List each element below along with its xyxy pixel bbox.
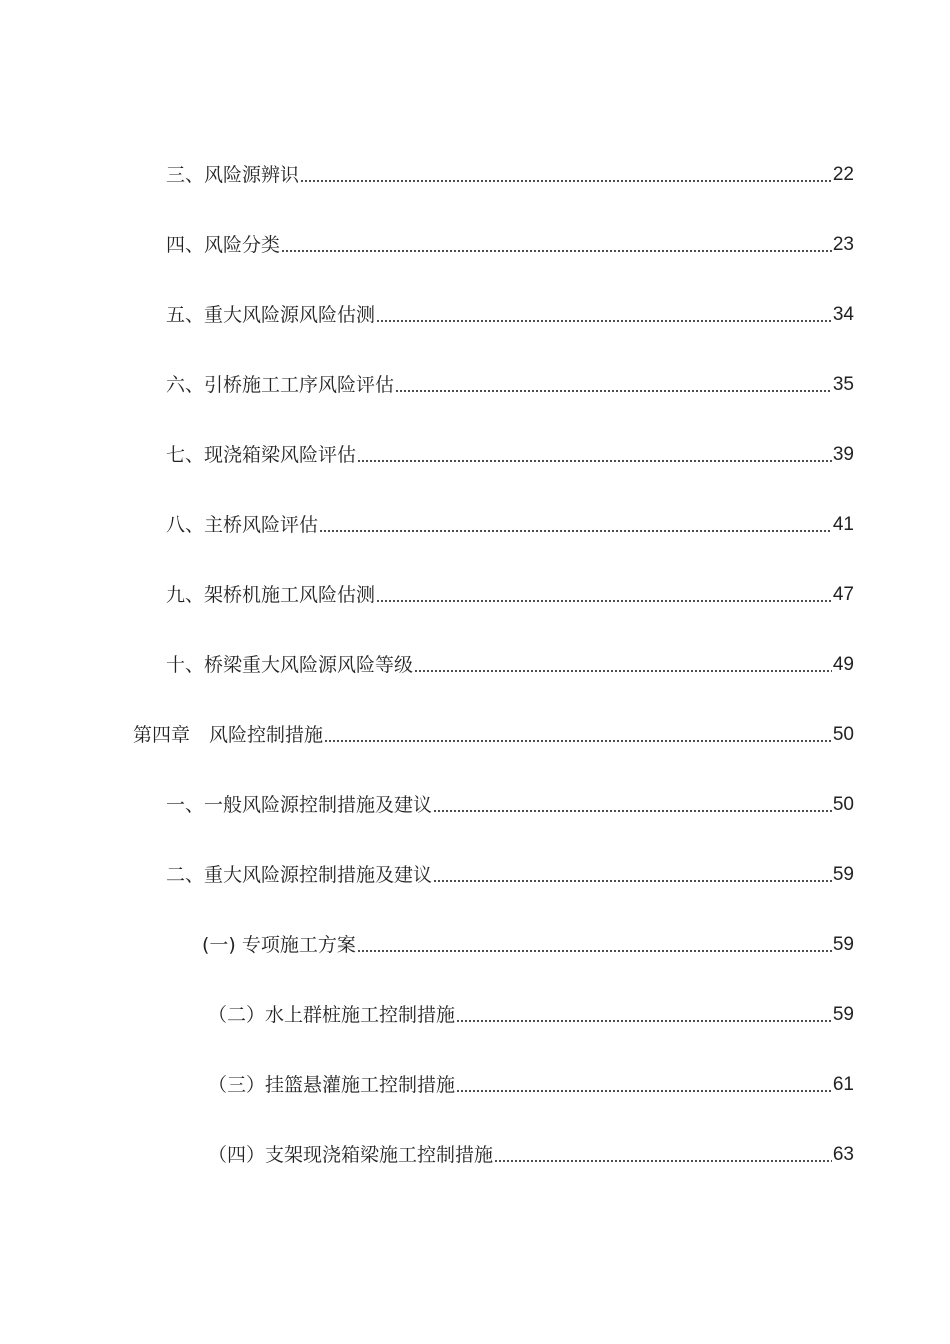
dot-leader — [376, 318, 832, 324]
toc-entry-main-bridge-risk[interactable] — [0, 490, 950, 560]
dot-leader — [357, 948, 832, 954]
dot-leader — [357, 458, 832, 464]
toc-entry-page-number: 63 — [832, 1144, 854, 1165]
toc-entry-cradle-cantilever-control[interactable] — [0, 1050, 950, 1120]
toc-entry-title: 第四章 风险控制措施 — [133, 724, 324, 746]
dot-leader — [281, 248, 832, 254]
toc-entry-title: 九、架桥机施工风险估测 — [166, 584, 376, 606]
toc-entry-title: 八、主桥风险评估 — [166, 514, 319, 536]
dot-leader — [414, 668, 832, 674]
toc-entry-page-number: 23 — [832, 234, 854, 255]
toc-entry-page-number: 22 — [832, 164, 854, 185]
toc-entry-page-number: 50 — [832, 794, 854, 815]
toc-entry-title: 七、现浇箱梁风险评估 — [166, 444, 357, 466]
toc-entry-page-number: 61 — [832, 1074, 854, 1095]
dot-leader — [376, 598, 832, 604]
toc-entry-page-number: 59 — [832, 1004, 854, 1025]
toc-entry-risk-source-identification[interactable] — [0, 140, 950, 210]
toc-entry-page-number: 34 — [832, 304, 854, 325]
toc-entry-title: 三、风险源辨识 — [166, 164, 300, 186]
toc-entry-cast-box-girder-risk[interactable] — [0, 420, 950, 490]
table-of-contents — [0, 140, 950, 1190]
toc-entry-major-risk-control[interactable] — [0, 840, 950, 910]
toc-entry-title: 十、桥梁重大风险源风险等级 — [166, 654, 414, 676]
dot-leader — [433, 808, 832, 814]
toc-entry-page-number: 41 — [832, 514, 854, 535]
toc-entry-major-risk-levels[interactable] — [0, 630, 950, 700]
toc-entry-title: （三）挂篮悬灌施工控制措施 — [208, 1074, 456, 1096]
toc-entry-title: 六、引桥施工工序风险评估 — [166, 374, 395, 396]
toc-entry-general-risk-control[interactable] — [0, 770, 950, 840]
toc-entry-special-construction-plan[interactable] — [0, 910, 950, 980]
dot-leader — [319, 528, 832, 534]
toc-entry-page-number: 50 — [832, 724, 854, 745]
toc-entry-approach-bridge-risk[interactable] — [0, 350, 950, 420]
toc-entry-title: 一、一般风险源控制措施及建议 — [166, 794, 433, 816]
toc-entry-title: （二）水上群桩施工控制措施 — [208, 1004, 456, 1026]
dot-leader — [456, 1088, 832, 1094]
dot-leader — [433, 878, 832, 884]
dot-leader — [494, 1158, 832, 1164]
toc-entry-title: 二、重大风险源控制措施及建议 — [166, 864, 433, 886]
toc-entry-page-number: 35 — [832, 374, 854, 395]
toc-entry-title: 五、重大风险源风险估测 — [166, 304, 376, 326]
toc-entry-water-pile-group-control[interactable] — [0, 980, 950, 1050]
toc-entry-page-number: 59 — [832, 934, 854, 955]
toc-entry-title: 四、风险分类 — [166, 234, 281, 256]
toc-entry-support-cast-girder-control[interactable] — [0, 1120, 950, 1190]
toc-entry-page-number: 39 — [832, 444, 854, 465]
toc-entry-risk-classification[interactable] — [0, 210, 950, 280]
toc-entry-page-number: 59 — [832, 864, 854, 885]
toc-entry-title: (一) 专项施工方案 — [202, 934, 356, 956]
toc-entry-page-number: 49 — [832, 654, 854, 675]
dot-leader — [300, 178, 832, 184]
dot-leader — [456, 1018, 832, 1024]
toc-entry-chapter-4[interactable] — [0, 700, 950, 770]
dot-leader — [395, 388, 832, 394]
toc-entry-page-number: 47 — [832, 584, 854, 605]
toc-entry-title: （四）支架现浇箱梁施工控制措施 — [208, 1144, 494, 1166]
toc-entry-major-risk-estimation[interactable] — [0, 280, 950, 350]
dot-leader — [324, 738, 832, 744]
toc-entry-bridge-erector-risk[interactable] — [0, 560, 950, 630]
